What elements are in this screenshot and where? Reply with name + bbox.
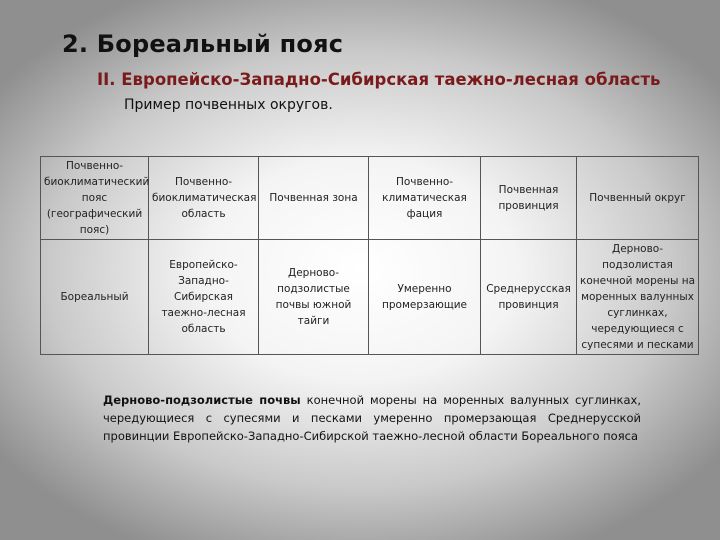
header-region: Почвенно-биоклиматическая область xyxy=(149,157,259,240)
summary-text: конечной морены на моренных валунных суглинках, чередующиеся с супесями и песками умеренно промерзающая Среднерусской провинции Европейско-Западно-Сибирской таежно-лесной области Бореального пояса xyxy=(103,393,641,443)
slide-caption: Пример почвенных округов. xyxy=(124,97,333,113)
header-district: Почвенный округ xyxy=(577,157,699,240)
table-header-row xyxy=(41,157,699,240)
cell-region: Европейско-Западно-Сибирская таежно-лесная область xyxy=(149,240,259,355)
cell-belt: Бореальный xyxy=(41,240,149,355)
cell-zone: Дерново-подзолистые почвы южной тайги xyxy=(259,240,369,355)
cell-province: Среднерусская провинция xyxy=(481,240,577,355)
cell-facies: Умеренно промерзающие xyxy=(369,240,481,355)
cell-district: Дерново-подзолистая конечной морены на моренных валунных суглинках, чередующиеся с супесями и песками xyxy=(577,240,699,355)
slide-subtitle: II. Европейско-Западно-Сибирская таежно-лесная область xyxy=(97,70,661,89)
summary-bold-term: Дерново-подзолистые почвы xyxy=(103,393,301,407)
summary-paragraph xyxy=(103,391,641,445)
header-zone: Почвенная зона xyxy=(259,157,369,240)
header-province: Почвенная провинция xyxy=(481,157,577,240)
header-facies: Почвенно-климатическая фация xyxy=(369,157,481,240)
soil-classification-table xyxy=(40,156,699,355)
header-belt: Почвенно-биоклиматический пояс (географический пояс) xyxy=(41,157,149,240)
table-row xyxy=(41,240,699,355)
slide-title: 2. Бореальный пояс xyxy=(62,30,344,58)
